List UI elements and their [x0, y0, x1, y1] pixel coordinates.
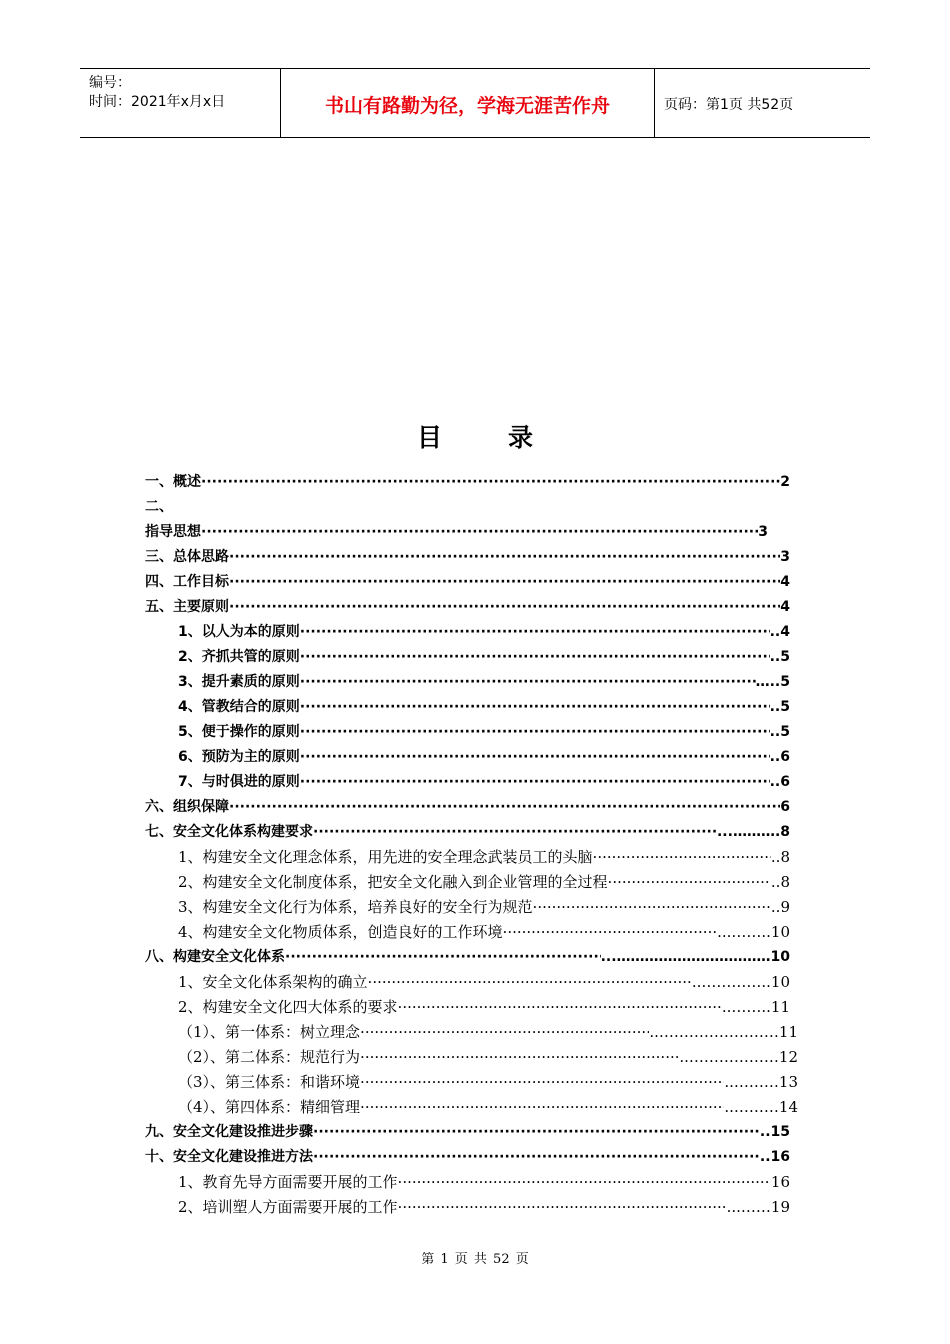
toc-entry-title: 七、安全文化体系构建要求 [145, 824, 313, 840]
header-page-cell [655, 69, 870, 137]
toc-entry [145, 595, 790, 617]
toc-leader-dots [398, 1172, 771, 1192]
toc-entry-title: 2、培训塑人方面需要开展的工作 [178, 1198, 398, 1216]
toc-entry-title: 2、构建安全文化四大体系的要求 [178, 998, 398, 1016]
header-meta [80, 69, 281, 137]
toc-entry-title: 1、安全文化体系架构的确立 [178, 973, 368, 991]
toc-leader-dots [360, 1072, 724, 1092]
toc-entry [178, 1070, 798, 1092]
toc-entry-page: ..4 [769, 624, 790, 640]
toc-entry [145, 1145, 790, 1167]
toc-entry-page: ...……………………………10 [600, 949, 790, 965]
toc-entry-page: 2 [780, 474, 790, 490]
toc-leader-dots [300, 672, 756, 692]
toc-entry [178, 970, 790, 992]
toc-entry [178, 920, 790, 942]
toc-entry [178, 1195, 790, 1217]
toc-entry-title: 九、安全文化建设推进步骤 [145, 1124, 313, 1140]
toc-entry-title: 1、教育先导方面需要开展的工作 [178, 1173, 398, 1191]
toc-entry [178, 670, 790, 692]
toc-entry-page: 6 [780, 799, 790, 815]
toc-entry [178, 695, 790, 717]
toc-entry-page: 4 [780, 599, 790, 615]
toc-entry-page: 3 [758, 524, 768, 540]
toc-entry-page: ..5 [769, 699, 790, 715]
toc-entry-title: 四、工作目标 [145, 574, 229, 590]
toc-entry-title: 7、与时俱进的原则 [178, 774, 300, 790]
toc-entry-page: ...……19 [726, 1198, 790, 1216]
toc-leader-dots [201, 472, 780, 492]
toc-entry-title: 三、总体思路 [145, 549, 229, 565]
toc-entry-page: ..……………………11 [649, 1023, 798, 1041]
toc-entry [145, 945, 790, 967]
toc-entry-title: （1）、第一体系：树立理念 [178, 1023, 361, 1041]
page-header [80, 68, 870, 138]
toc-leader-dots [229, 597, 780, 617]
toc-leader-dots [368, 972, 692, 992]
toc-leader-dots [300, 647, 770, 667]
toc-entry-title: 4、管教结合的原则 [178, 699, 300, 715]
toc-leader-dots [285, 947, 601, 967]
header-motto: 书山有路勤为径，学海无涯苦作舟 [324, 95, 610, 117]
toc-entry-page: ..…………..10 [691, 973, 790, 991]
toc-entry-page: 3 [780, 549, 790, 565]
toc-entry [178, 745, 790, 767]
toc-leader-dots [360, 1047, 679, 1067]
toc-leader-dots [593, 847, 771, 867]
toc-entry-title: （3）、第三体系：和谐环境 [178, 1073, 361, 1091]
toc-entry [178, 895, 790, 917]
toc-entry [178, 770, 790, 792]
toc-leader-dots [360, 1022, 649, 1042]
toc-entry-title: 3、构建安全文化行为体系，培养良好的安全行为规范 [178, 898, 533, 916]
document-number-label: 编号： [89, 75, 131, 91]
toc-entry-title: （2）、第二体系：规范行为 [178, 1048, 361, 1066]
document-date-label: 时间：2021年x月x日 [89, 94, 226, 110]
toc-entry-page: ...……….8 [716, 824, 790, 840]
toc-leader-dots [229, 797, 780, 817]
header-motto-cell [281, 69, 655, 137]
toc-entry-page: 4 [780, 574, 790, 590]
toc-entry-page: ..5 [769, 649, 790, 665]
toc-entry-page: ..5 [769, 724, 790, 740]
toc-leader-dots [313, 1147, 760, 1167]
toc-leader-dots [229, 547, 780, 567]
toc-entry-title: 6、预防为主的原则 [178, 749, 300, 765]
header-page-info: 页码：第1页 共52页 [664, 97, 794, 113]
toc-leader-dots [300, 697, 770, 717]
toc-entry-title: （4）、第四体系：精细管理 [178, 1098, 361, 1116]
toc-leader-dots [300, 772, 770, 792]
toc-entry-title: 六、组织保障 [145, 799, 229, 815]
toc-entry-title: 二、 [145, 499, 173, 515]
toc-leader-dots [300, 747, 770, 767]
toc-entry-title: 3、提升素质的原则 [178, 674, 300, 690]
toc-entry-title: 五、主要原则 [145, 599, 229, 615]
toc-entry-page: ..………14 [724, 1098, 798, 1116]
toc-entry [145, 470, 790, 492]
toc-entry [145, 520, 768, 542]
toc-entry-page: ..15 [759, 1124, 790, 1140]
toc-entry-page: …..5 [755, 674, 790, 690]
toc-title: 目录 [416, 423, 599, 452]
toc-entry-page: ..8 [770, 873, 790, 891]
toc-entry-page: ...……..10 [717, 923, 790, 941]
toc-entry-page: ..8 [770, 848, 790, 866]
toc-entry [178, 1095, 798, 1117]
toc-entry-page: ..………………12 [679, 1048, 798, 1066]
toc-entry-title: 1、以人为本的原则 [178, 624, 300, 640]
toc-entry [178, 620, 790, 642]
toc-entry [178, 870, 790, 892]
toc-entry-title: 1、构建安全文化理念体系，用先进的安全理念武装员工的头脑 [178, 848, 593, 866]
toc-leader-dots [398, 997, 722, 1017]
toc-entry-page: 16 [770, 1173, 790, 1191]
toc-entry-title: 2、齐抓共管的原则 [178, 649, 300, 665]
toc-leader-dots [313, 1122, 760, 1142]
toc-entry [178, 645, 790, 667]
toc-entry [178, 1170, 790, 1192]
toc-entry-title: 十、安全文化建设推进方法 [145, 1149, 313, 1165]
toc-entry [145, 1120, 790, 1142]
toc-entry [145, 820, 790, 842]
toc-entry [178, 720, 790, 742]
toc-entry-title: 一、概述 [145, 474, 201, 490]
toc-entry-title: 2、构建安全文化制度体系，把安全文化融入到企业管理的全过程 [178, 873, 608, 891]
toc-entry-title: 5、便于操作的原则 [178, 724, 300, 740]
toc-entry [145, 545, 790, 567]
toc-leader-dots [533, 897, 771, 917]
page-footer: 第 1 页 共 52 页 [421, 1252, 529, 1267]
toc-entry [145, 570, 790, 592]
toc-entry [178, 845, 790, 867]
toc-entry-page: ..………13 [724, 1073, 798, 1091]
toc-entry [178, 995, 790, 1017]
toc-leader-dots [300, 722, 770, 742]
toc-entry-page: ..16 [759, 1149, 790, 1165]
toc-leader-dots [503, 922, 718, 942]
toc-leader-dots [360, 1097, 724, 1117]
toc-entry [178, 1045, 798, 1067]
toc-entry-title: 4、构建安全文化物质体系，创造良好的工作环境 [178, 923, 503, 941]
toc-entry-page: ..9 [770, 898, 790, 916]
toc-leader-dots [229, 572, 780, 592]
toc-entry [145, 795, 790, 817]
toc-leader-dots [313, 822, 717, 842]
toc-entry-page: ..……..11 [721, 998, 790, 1016]
toc-leader-dots [300, 622, 770, 642]
toc-leader-dots [201, 522, 758, 542]
toc-entry-page: ..6 [769, 774, 790, 790]
toc-entry [178, 1020, 798, 1042]
toc-leader-dots [398, 1197, 727, 1217]
toc-entry-title: 八、构建安全文化体系 [145, 949, 285, 965]
toc-leader-dots [608, 872, 771, 892]
toc-entry-page: ..6 [769, 749, 790, 765]
toc-entry [145, 495, 790, 517]
toc-entry-title: 指导思想 [145, 524, 201, 540]
